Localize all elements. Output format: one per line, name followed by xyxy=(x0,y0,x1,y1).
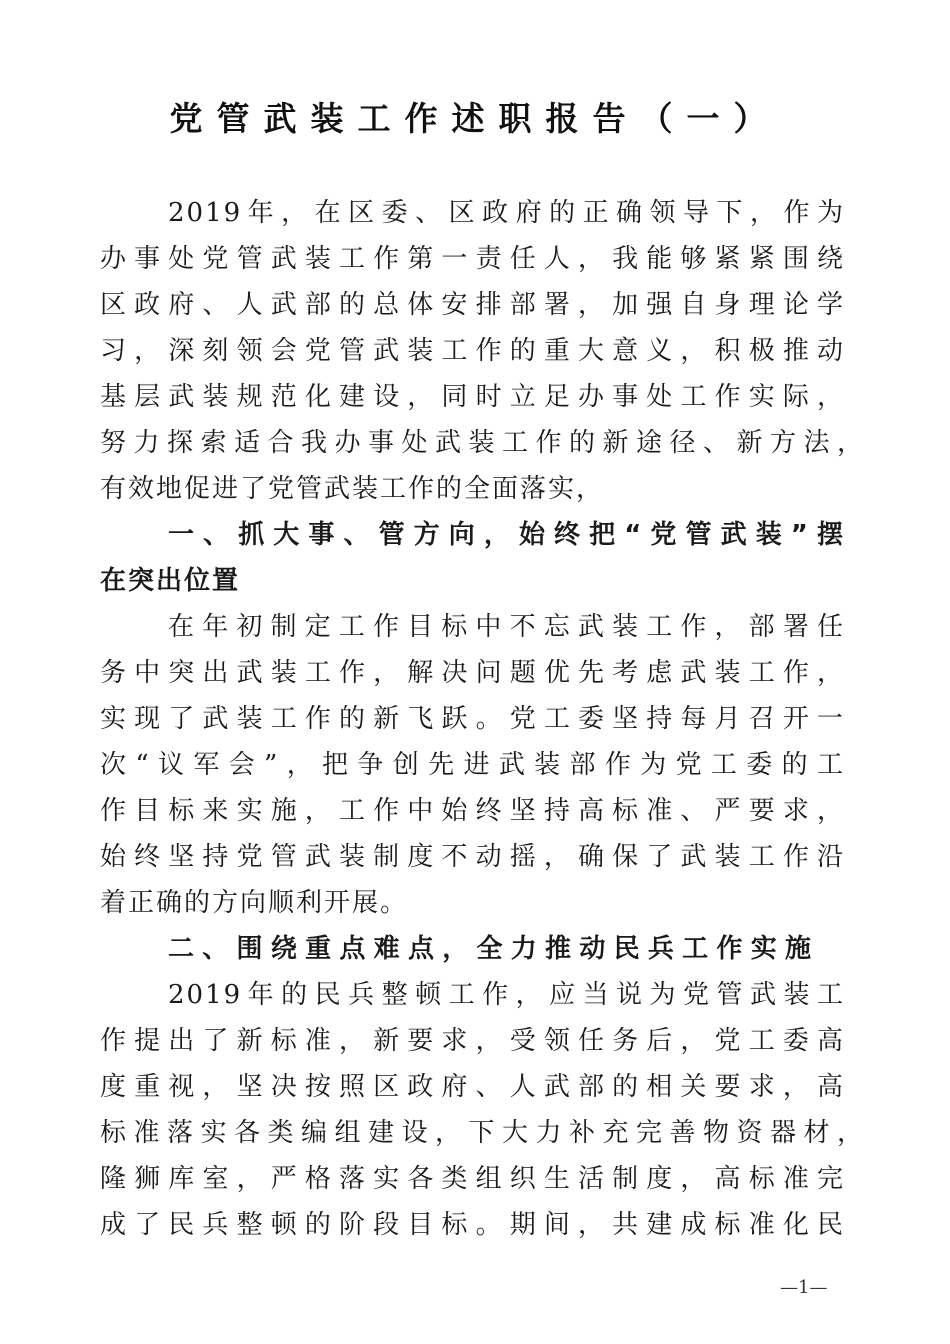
body-line: 2019年，在区委、区政府的正确领导下，作为 xyxy=(168,198,845,228)
body-line: 区政府、人武部的总体安排部署，加强自身理论学 xyxy=(100,290,845,320)
body-line: 着正确的方向顺利开展。 xyxy=(100,888,409,918)
section-heading-2: 二、围绕重点难点，全力推动民兵工作实施 xyxy=(168,934,813,964)
body-line: 始终坚持党管武装制度不动摇，确保了武装工作沿 xyxy=(100,842,845,872)
page-number: —1— xyxy=(780,1277,828,1298)
body-line: 在年初制定工作目标中不忘武装工作，部署任 xyxy=(168,612,845,642)
body-line: 作目标来实施，工作中始终坚持高标准、严要求， xyxy=(100,796,845,826)
section-heading-1-cont: 在突出位置 xyxy=(100,566,241,596)
body-line: 成了民兵整顿的阶段目标。期间，共建成标准化民 xyxy=(100,1210,845,1240)
body-line: 基层武装规范化建设，同时立足办事处工作实际， xyxy=(100,382,845,412)
body-line: 标准落实各类编组建设，下大力补充完善物资器材， xyxy=(100,1118,865,1148)
body-line: 2019年的民兵整顿工作，应当说为党管武装工 xyxy=(168,980,845,1010)
document-title: 党管武装工作述职报告（一） xyxy=(169,99,781,138)
body-line: 习，深刻领会党管武装工作的重大意义，积极推动 xyxy=(100,336,845,366)
body-line: 实现了武装工作的新飞跃。党工委坚持每月召开一 xyxy=(100,704,845,734)
body-line: 作提出了新标准，新要求，受领任务后，党工委高 xyxy=(100,1026,845,1056)
body-line: 度重视，坚决按照区政府、人武部的相关要求，高 xyxy=(100,1072,845,1102)
body-line: 务中突出武装工作，解决问题优先考虑武装工作， xyxy=(100,658,845,688)
body-line: 有效地促进了党管武装工作的全面落实， xyxy=(100,474,605,504)
body-line: 办事处党管武装工作第一责任人，我能够紧紧围绕 xyxy=(100,244,845,274)
body-line: 隆狮库室，严格落实各类组织生活制度，高标准完 xyxy=(100,1164,845,1194)
section-heading-1: 一、抓大事、管方向，始终把“党管武装”摆 xyxy=(168,520,845,550)
body-line: 次“议军会”，把争创先进武装部作为党工委的工 xyxy=(100,750,845,780)
body-line: 努力探索适合我办事处武装工作的新途径、新方法， xyxy=(100,428,865,458)
